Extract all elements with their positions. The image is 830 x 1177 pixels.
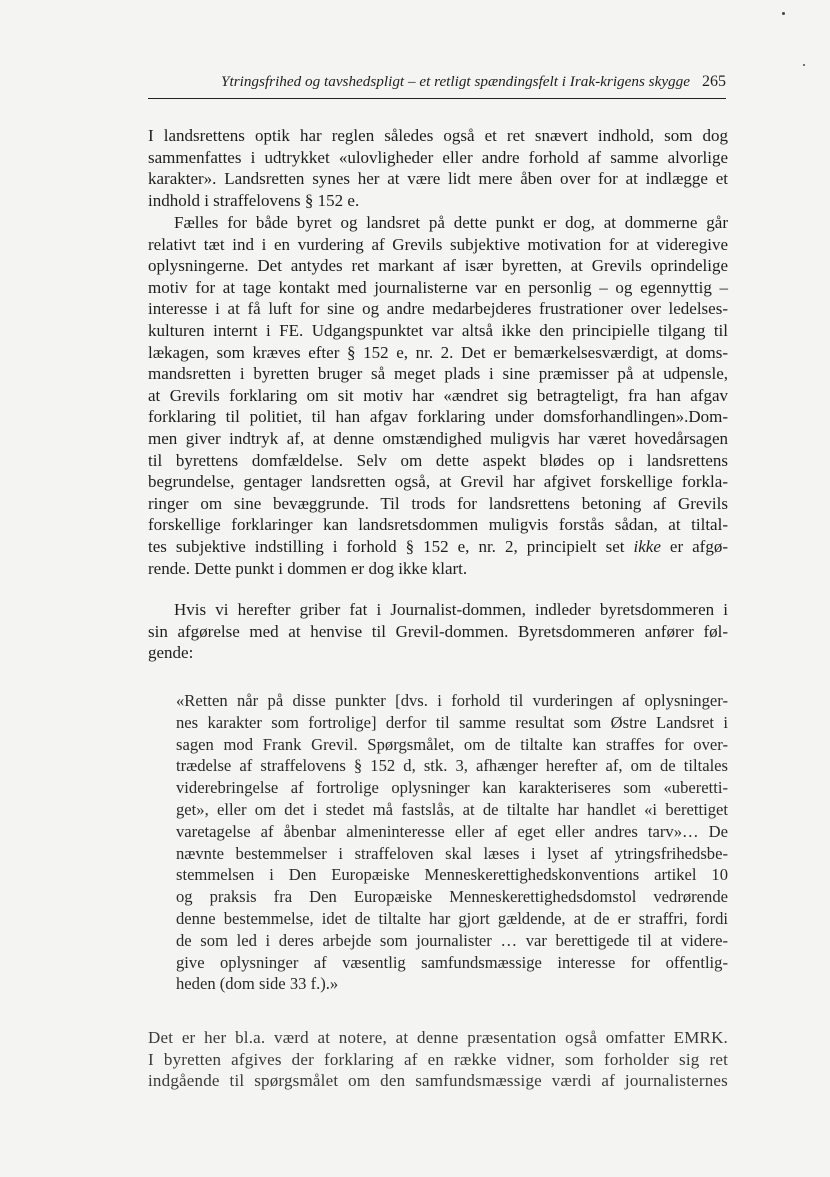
text-line: sammenfattes i udtrykket «ulovligheder eller andre forhold af samme alvorlige: [148, 147, 728, 167]
text-line: til byrettens domfældelse. Selv om dette aspekt blødes op i landsrettens: [148, 450, 728, 470]
quote-line: nævnte bestemmelser i straffeloven skal læses i lyset af ytringsfrihedsbe-: [176, 843, 728, 863]
text-line: forklaring til politiet, til han afgav forklaring under domsforhandlingen».Dom-: [148, 407, 728, 427]
paragraph-4: [148, 1027, 728, 1092]
page-number: 265: [702, 73, 726, 90]
text-line: sin afgørelse med at henvise til Grevil-dommen. Byretsdommeren anfører føl-: [148, 621, 728, 641]
text-line: men giver indtryk af, at denne omstændighed muligvis har været hovedårsagen: [148, 428, 728, 448]
quote-line: viderebringelse af fortrolige oplysninger kan karakteriseres som «uberetti-: [176, 778, 728, 798]
quote-line: stemmelsen i Den Europæiske Menneskerettighedskonventions artikel 10: [176, 865, 728, 885]
running-title: Ytringsfrihed og tavshedspligt – et retligt spændingsfelt i Irak-krigens skygge: [221, 73, 690, 90]
block-quote: [176, 690, 728, 995]
text-segment: tes subjektive indstilling i forhold § 152 e, nr. 2, principielt set: [148, 536, 634, 556]
text-line: karakter». Landsretten synes her at være lidt mere åben over for at indlægge et: [148, 169, 728, 189]
italic-word: ikke: [633, 536, 661, 556]
text-line: begrundelse, gentager landsretten også, at Grevil har afgivet forskellige forkla-: [148, 472, 728, 492]
quote-line: nes karakter som fortrolige] derfor til samme resultat som Østre Landsret i: [176, 712, 728, 732]
paragraph-3: [148, 599, 728, 664]
running-header: [148, 72, 726, 99]
text-line: mandsretten i byretten bruger så meget plads i sine præmisser på at udpensle,: [148, 364, 728, 384]
text-line: indgående til spørgsmålet om den samfundsmæssige værdi af journalisternes: [148, 1071, 728, 1091]
text-line: I landsrettens optik har reglen således også et ret snævert indhold, som dog: [148, 126, 728, 145]
quote-line: sagen mod Frank Grevil. Spørgsmålet, om de tiltalte kan straffes for over-: [176, 734, 728, 754]
quote-line: og praksis fra Den Europæiske Menneskerettighedsdomstol vedrørende: [176, 887, 728, 907]
quote-line: denne bestemmelse, idet de tiltalte har gjort gældende, at de er straffri, fordi: [176, 908, 728, 928]
quote-line: varetagelse af åbenbar almeninteresse eller af eget eller andres tarv»… De: [176, 821, 728, 841]
text-line: lækagen, som kræves efter § 152 e, nr. 2. Det er bemærkelsesværdigt, at doms-: [148, 342, 728, 362]
text-line: ringer om sine bevæggrunde. Til trods for landsrettens betoning af Grevils: [148, 493, 728, 513]
text-line: kulturen internt i FE. Udgangspunktet var altså ikke den principielle tilgang til: [148, 320, 728, 340]
text-line-with-italic: [148, 536, 728, 558]
quote-line: heden (dom side 33 f.).»: [176, 974, 339, 994]
text-line: interesse i at få luft for sine og andre medarbejderes frustrationer over ledelses-: [148, 299, 728, 319]
text-line: I byretten afgives der forklaring af en række vidner, som forholder sig ret: [148, 1049, 728, 1069]
text-line: at Grevils forklaring om sit motiv har «ændret sig betragteligt, fra han afgav: [148, 385, 728, 405]
text-line: Det er her bl.a. værd at notere, at denne præsentation også omfatter EMRK.: [148, 1028, 728, 1047]
quote-line: de som led i deres arbejde som journalister … var berettigede til at videre-: [176, 930, 728, 950]
quote-line: «Retten når på disse punkter [dvs. i forhold til vurderingen af oplysninger-: [176, 691, 728, 710]
text-line: rende. Dette punkt i dommen er dog ikke klart.: [148, 558, 468, 578]
text-segment: er afgø-: [660, 536, 728, 556]
quote-line: get», eller om det i stedet må fastslås, at de tiltalte har handlet «i berettiget: [176, 799, 728, 819]
text-line: Hvis vi herefter griber fat i Journalist-dommen, indleder byretsdommeren i: [174, 600, 728, 619]
text-line: forskellige forklaringer kan landsretsdommen muligvis forstås sådan, at tiltal-: [148, 515, 728, 535]
scan-speck: [803, 64, 805, 66]
quote-line: trædelse af straffelovens § 152 d, stk. 3, afhænger herefter af, om de tiltales: [176, 756, 728, 776]
scan-speck: [782, 12, 785, 15]
text-line: gende:: [148, 643, 194, 663]
quote-line: give oplysninger af væsentlig samfundsmæssige interesse for offentlig-: [176, 952, 728, 972]
text-line: Fælles for både byret og landsret på dette punkt er dog, at dommerne går: [174, 213, 728, 232]
paragraph-1: [148, 125, 728, 211]
text-line: indhold i straffelovens § 152 e.: [148, 190, 360, 210]
paragraph-2: [148, 212, 728, 579]
text-line: motiv for at tage kontakt med journalisterne var en personlig – og egennyttig –: [148, 277, 728, 297]
text-line: relativt tæt ind i en vurdering af Grevils subjektive motivation for at videregive: [148, 234, 728, 254]
text-line: oplysningerne. Det antydes ret markant af især byretten, at Grevils oprindelige: [148, 256, 728, 276]
